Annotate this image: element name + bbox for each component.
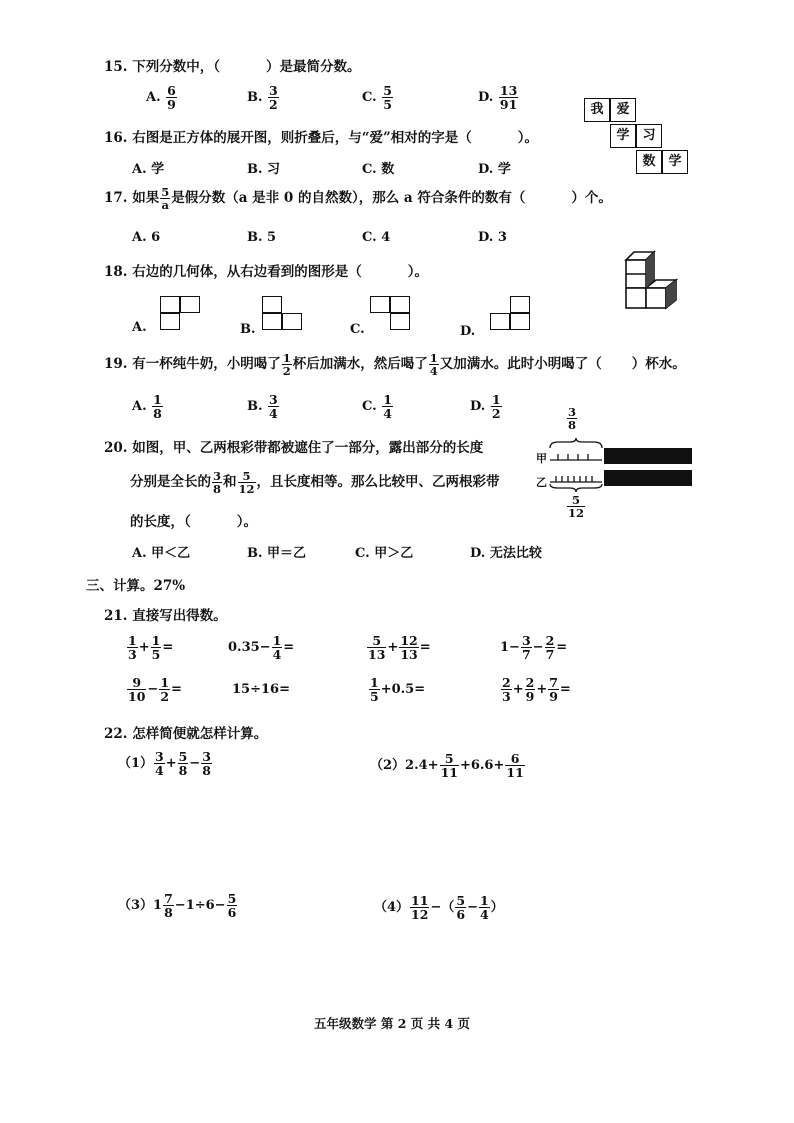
q22-part-1: （1） $\frac{3}{4}$ + $\frac{5}{8}$ − $\frac{3}{8}$ [118, 749, 211, 779]
q18-option-a-figure[interactable] [160, 296, 202, 332]
q22-part-2: （2）2.4+ $\frac{5}{11}$ +6.6+ $\frac{6}{11}$ [370, 751, 524, 781]
ribbon-label-yi: 乙 [536, 476, 547, 489]
net-cell: 学 [610, 124, 636, 148]
q19-option-d[interactable]: D. $\frac{1}{2}$ [470, 392, 501, 422]
q16-option-d[interactable]: D. 学 [478, 162, 511, 177]
q20-option-b[interactable]: B. 甲＝乙 [247, 546, 307, 561]
q21-expr-6: 15÷16= [232, 682, 290, 697]
ribbon-bottom-fraction: $\frac{5}{12}$ [568, 493, 585, 521]
q18-option-b-label[interactable]: B. [240, 322, 256, 337]
q22-stem: 22. 怎样简便就怎样计算。 [104, 726, 268, 742]
net-cell: 爱 [610, 98, 636, 122]
q18-option-a-label[interactable]: A. [132, 320, 147, 335]
q16-option-a[interactable]: A. 学 [132, 162, 165, 177]
q21-expr-3: $\frac{5}{13}$ + $\frac{12}{13}$ = [368, 633, 431, 663]
q21-expr-5: $\frac{9}{10}$ − $\frac{1}{2}$ = [128, 675, 182, 705]
net-cell: 我 [584, 98, 610, 122]
q17-option-c[interactable]: C. 4 [362, 230, 391, 245]
q15-stem: 15. 下列分数中，（ ）是最简分数。 [104, 59, 361, 75]
q19-option-a[interactable]: A. $\frac{1}{8}$ [132, 392, 162, 422]
q21-stem: 21. 直接写出得数。 [104, 608, 227, 624]
q21-expr-4: 1− $\frac{3}{7}$ − $\frac{2}{7}$ = [500, 633, 568, 663]
q16-option-c[interactable]: C. 数 [362, 162, 395, 177]
q15-option-c[interactable]: C. $\frac{5}{5}$ [362, 83, 392, 113]
q21-expr-7: $\frac{1}{5}$ +0.5= [370, 675, 426, 705]
q20-line1: 20. 如图，甲、乙两根彩带都被遮住了一部分，露出部分的长度 [104, 440, 484, 456]
net-cell: 习 [636, 124, 662, 148]
q17-option-d[interactable]: D. 3 [478, 230, 507, 245]
q19-option-b[interactable]: B. $\frac{3}{4}$ [247, 392, 278, 422]
q15-option-d[interactable]: D. $\frac{13}{91}$ [478, 83, 518, 113]
q21-expr-1: $\frac{1}{3}$ + $\frac{1}{5}$ = [128, 633, 174, 663]
ribbon-top-fraction: $\frac{3}{8}$ [568, 405, 577, 433]
q20-option-d[interactable]: D. 无法比较 [470, 546, 542, 561]
q18-stem: 18. 右边的几何体，从右边看到的图形是（ ）。 [104, 264, 428, 280]
q18-option-c-figure[interactable] [370, 296, 412, 336]
q15-option-a[interactable]: A. $\frac{6}{9}$ [146, 83, 176, 113]
net-cell: 数 [636, 150, 662, 174]
q20-line3: 的长度，（ ）。 [130, 514, 257, 530]
q17-stem: 17. 如果 $\frac{5}{a}$ 是假分数（a 是非 0 的自然数），那么 a 符合条件的数有（ ）个。 [104, 185, 612, 213]
q17-option-a[interactable]: A. 6 [132, 230, 161, 245]
q21-expr-2: 0.35− $\frac{1}{4}$ = [228, 633, 295, 663]
q20-option-a[interactable]: A. 甲＜乙 [132, 546, 191, 561]
page-footer: 五年级数学 第 2 页 共 4 页 [314, 1016, 471, 1031]
q19-option-c[interactable]: C. $\frac{1}{4}$ [362, 392, 392, 422]
q18-option-b-figure[interactable] [262, 296, 304, 336]
q18-option-d-figure[interactable] [490, 296, 532, 336]
q19-stem: 19. 有一杯纯牛奶，小明喝了 $\frac{1}{2}$ 杯后加满水，然后喝了 $\frac{1}{4}$ 又加满水。此时小明喝了（ ）杯水。 [104, 351, 686, 379]
q17-option-b[interactable]: B. 5 [247, 230, 277, 245]
geometric-solid-figure [620, 250, 698, 314]
net-cell: 学 [662, 150, 688, 174]
q18-option-c-label[interactable]: C. [350, 322, 365, 337]
q22-part-3: （3）1 $\frac{7}{8}$ −1÷6− $\frac{5}{6}$ [118, 891, 237, 921]
ribbon-label-jia: 甲 [536, 452, 547, 465]
ribbon-figure [548, 438, 694, 492]
cube-net-figure [584, 98, 696, 178]
section-3-title: 三、计算。27% [86, 578, 186, 594]
q16-stem: 16. 右图是正方体的展开图，则折叠后，与“爱”相对的字是（ ）。 [104, 130, 538, 146]
q15-option-b[interactable]: B. $\frac{3}{2}$ [247, 83, 278, 113]
q16-option-b[interactable]: B. 习 [247, 162, 281, 177]
q18-option-d-label[interactable]: D. [460, 324, 476, 339]
q22-part-4: （4） $\frac{11}{12}$ −（ $\frac{5}{6}$ − $\frac{1}{4}$ ） [374, 893, 504, 923]
q20-option-c[interactable]: C. 甲＞乙 [355, 546, 414, 561]
q21-expr-8: $\frac{2}{3}$ + $\frac{2}{9}$ + $\frac{7}{9}$ = [502, 675, 571, 705]
q20-line2: 分别是全长的 $\frac{3}{8}$ 和 $\frac{5}{12}$ ，且长度相等。那么比较甲、乙两根彩带 [130, 469, 500, 497]
